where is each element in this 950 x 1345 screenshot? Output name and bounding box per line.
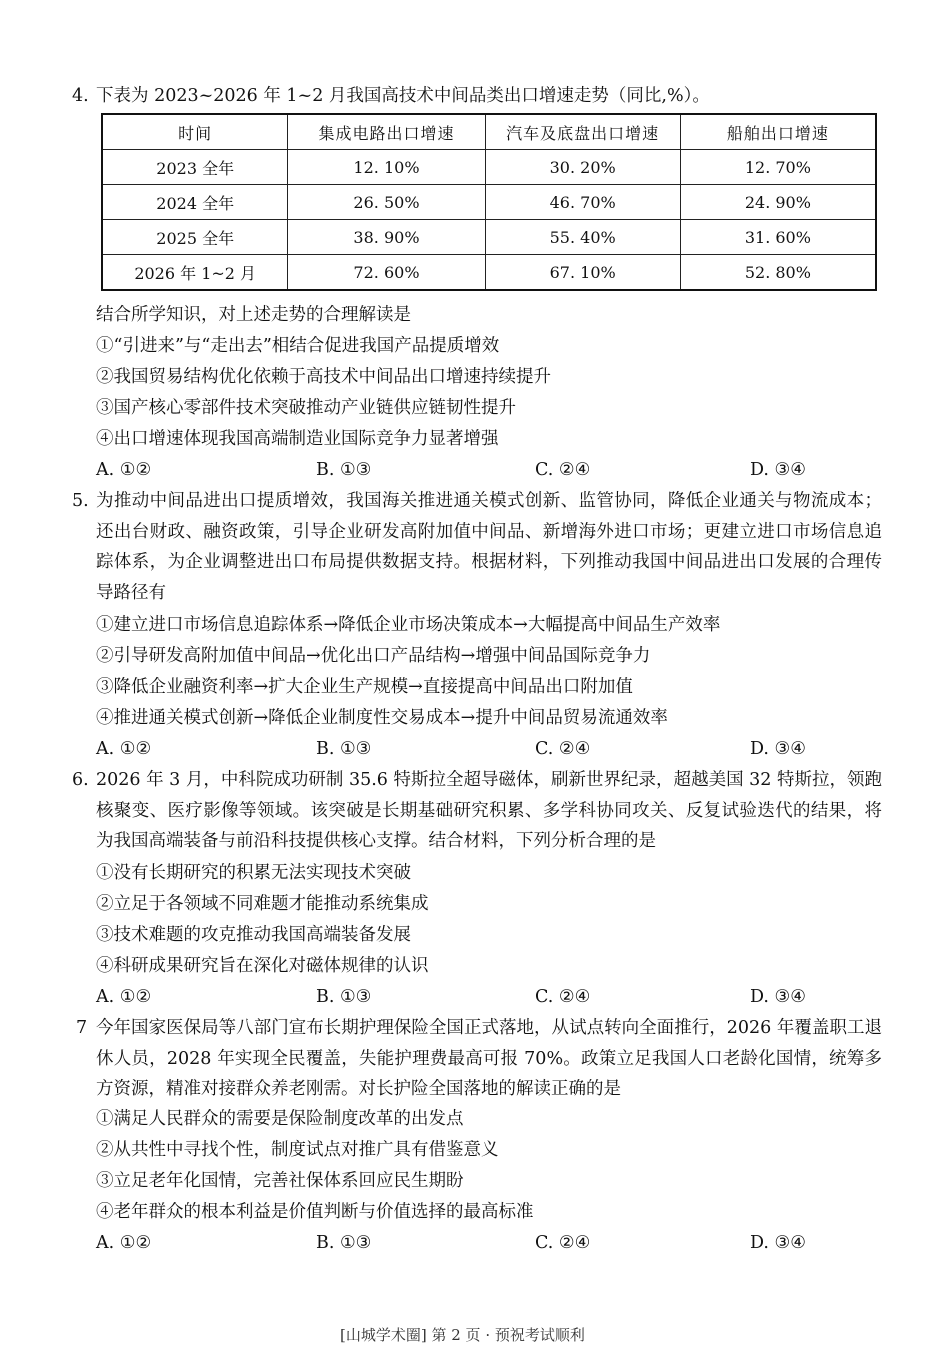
question-5-item-2: ②引导研发高附加值中间品→优化出口产品结构→增强中间品国际竞争力 [96, 646, 651, 666]
question-7-item-3: ③立足老年化国情，完善社保体系回应民生期盼 [96, 1171, 464, 1191]
table-cell: 52. 80% [680, 255, 876, 291]
table-row [102, 255, 876, 291]
table-cell: 2025 全年 [102, 220, 288, 255]
table-cell: 12. 10% [288, 150, 485, 185]
option-b[interactable]: B. ①③ [316, 739, 372, 759]
table-cell: 2024 全年 [102, 185, 288, 220]
table-cell: 12. 70% [680, 150, 876, 185]
table-header: 时间 [102, 114, 288, 150]
table-row [102, 220, 876, 255]
table-cell: 30. 20% [485, 150, 680, 185]
table-cell: 38. 90% [288, 220, 485, 255]
question-4-number: 4. [72, 86, 89, 106]
table-cell: 2026 年 1~2 月 [102, 255, 288, 291]
question-6-number: 6. [72, 770, 89, 790]
option-b[interactable]: B. ①③ [316, 460, 372, 480]
question-5-item-1: ①建立进口市场信息追踪体系→降低企业市场决策成本→大幅提高中间品生产效率 [96, 615, 721, 635]
table-cell: 72. 60% [288, 255, 485, 291]
option-c[interactable]: C. ②④ [535, 987, 591, 1007]
option-c[interactable]: C. ②④ [535, 739, 591, 759]
table-cell: 31. 60% [680, 220, 876, 255]
option-d[interactable]: D. ③④ [750, 1233, 806, 1253]
option-a[interactable]: A. ①② [96, 460, 152, 480]
table-cell: 46. 70% [485, 185, 680, 220]
page-footer: [山城学术圈] 第 2 页 · 预祝考试顺利 [340, 1326, 585, 1344]
question-7-number: 7 [76, 1018, 88, 1038]
option-c[interactable]: C. ②④ [535, 460, 591, 480]
table-cell: 67. 10% [485, 255, 680, 291]
question-7-stem: 今年国家医保局等八部门宣布长期护理保险全国正式落地，从试点转向全面推行，2026 年覆盖职工退休人员，2028 年实现全民覆盖，失能护理费最高可报 70%。政策立足我国人口老龄化国情，统筹多方资源，精准对接群众养老刚需。对长护险全国落地的解读正确的是 [96, 1018, 882, 1100]
export-growth-table [101, 113, 877, 291]
question-5-item-4: ④推进通关模式创新→降低企业制度性交易成本→提升中间品贸易流通效率 [96, 708, 668, 728]
question-6-stem: 2026 年 3 月，中科院成功研制 35.6 特斯拉全超导磁体，刷新世界纪录，超越美国 32 特斯拉，领跑核聚变、医疗影像等领域。该突破是长期基础研究积累、多学科协同攻关、反复试验迭代的结果，将为我国高端装备与前沿科技提供核心支撑。结合材料，下列分析合理的是 [96, 770, 882, 852]
question-4-prompt: 结合所学知识，对上述走势的合理解读是 [96, 305, 411, 325]
question-5-item-3: ③降低企业融资利率→扩大企业生产规模→直接提高中间品出口附加值 [96, 677, 633, 697]
question-4-item-1: ①“引进来”与“走出去”相结合促进我国产品提质增效 [96, 336, 500, 356]
question-4-item-3: ③国产核心零部件技术突破推动产业链供应链韧性提升 [96, 398, 516, 418]
question-6-item-2: ②立足于各领域不同难题才能推动系统集成 [96, 894, 429, 914]
option-b[interactable]: B. ①③ [316, 987, 372, 1007]
question-4-stem: 下表为 2023~2026 年 1~2 月我国高技术中间品类出口增速走势（同比,%）。 [96, 86, 710, 106]
option-d[interactable]: D. ③④ [750, 987, 806, 1007]
option-a[interactable]: A. ①② [96, 987, 152, 1007]
option-c[interactable]: C. ②④ [535, 1233, 591, 1253]
question-7-item-1: ①满足人民群众的需要是保险制度改革的出发点 [96, 1109, 464, 1129]
question-6-item-3: ③技术难题的攻克推动我国高端装备发展 [96, 925, 411, 945]
question-4-item-4: ④出口增速体现我国高端制造业国际竞争力显著增强 [96, 429, 499, 449]
question-4-item-2: ②我国贸易结构优化依赖于高技术中间品出口增速持续提升 [96, 367, 551, 387]
table-cell: 55. 40% [485, 220, 680, 255]
table-row [102, 185, 876, 220]
question-7-item-4: ④老年群众的根本利益是价值判断与价值选择的最高标准 [96, 1202, 534, 1222]
question-5-number: 5. [72, 491, 89, 511]
table-header: 集成电路出口增速 [288, 114, 485, 150]
question-6-item-1: ①没有长期研究的积累无法实现技术突破 [96, 863, 411, 883]
question-7-item-2: ②从共性中寻找个性，制度试点对推广具有借鉴意义 [96, 1140, 499, 1160]
table-header: 汽车及底盘出口增速 [485, 114, 680, 150]
table-header: 船舶出口增速 [680, 114, 876, 150]
question-5-stem: 为推动中间品进出口提质增效，我国海关推进通关模式创新、监管协同，降低企业通关与物流成本；还出台财政、融资政策，引导企业研发高附加值中间品、新增海外进口市场；更建立进口市场信息追踪体系，为企业调整进出口布局提供数据支持。根据材料，下列推动我国中间品进出口发展的合理传导路径有 [96, 491, 882, 603]
table-cell: 26. 50% [288, 185, 485, 220]
option-a[interactable]: A. ①② [96, 739, 152, 759]
table-cell: 24. 90% [680, 185, 876, 220]
option-a[interactable]: A. ①② [96, 1233, 152, 1253]
table-header-row [102, 114, 876, 150]
option-d[interactable]: D. ③④ [750, 739, 806, 759]
table-row [102, 150, 876, 185]
option-d[interactable]: D. ③④ [750, 460, 806, 480]
option-b[interactable]: B. ①③ [316, 1233, 372, 1253]
table-cell: 2023 全年 [102, 150, 288, 185]
question-6-item-4: ④科研成果研究旨在深化对磁体规律的认识 [96, 956, 429, 976]
